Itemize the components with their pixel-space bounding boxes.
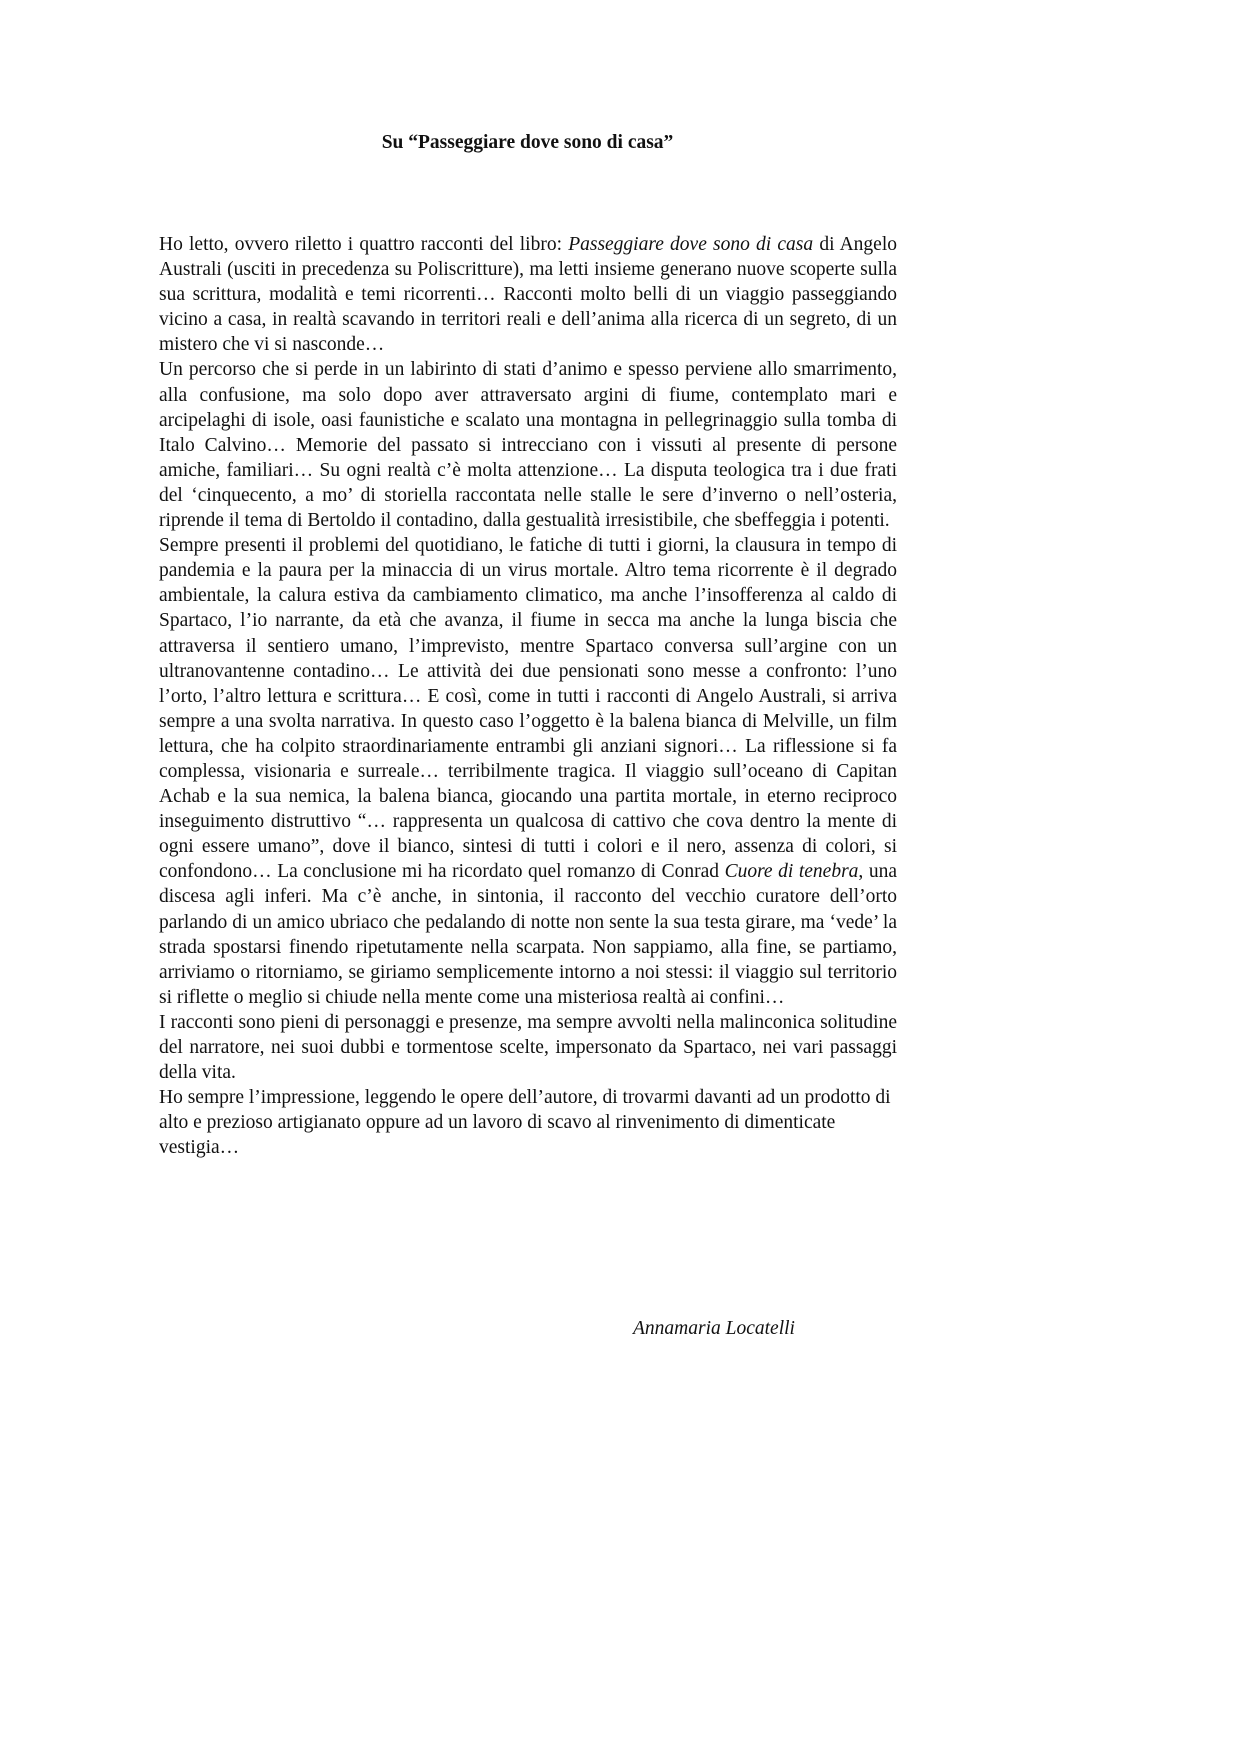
paragraph-4: I racconti sono pieni di personaggi e presenze, ma sempre avvolti nella malinconica solitudine del narratore, nei suoi dubbi e tormentose scelte, impersonato da Spartaco, nei vari passaggi della vita. xyxy=(159,1011,897,1084)
paragraph-3 xyxy=(159,533,897,1010)
paragraph-1-text-a: Ho letto, ovvero riletto i quattro racconti del libro: xyxy=(159,234,569,255)
paragraph-1-text-b: di Angelo Australi (usciti in precedenza su Poliscritture), ma letti insieme generano nuove scoperte sulla sua scrittura, modalità e temi ricorrenti… Racconti molto belli di un viaggio passeggiando vicino a casa, in realtà scavando in territori reali e dell’anima alla ricerca di un segreto, di un mistero che vi si nasconde… xyxy=(159,234,897,356)
paragraph-2: Un percorso che si perde in un labirinto di stati d’animo e spesso perviene allo smarrimento, alla confusione, ma solo dopo aver attraversato argini di fiume, contemplato mari e arcipelaghi di isole, oasi faunistiche e scalato una montagna in pellegrinaggio sulla tomba di Italo Calvino… Memorie del passato si intrecciano con i vissuti al presente di persone amiche, familiari… Su ogni realtà c’è molta attenzione… La disputa teologica tra i due frati del ‘cinquecento, a mo’ di storiella raccontata nelle stalle le sere d’inverno o nell’osteria, riprende il tema di Bertoldo il contadino, dalla gestualità irresistibile, che sbeffeggia i potenti. xyxy=(159,359,897,532)
paragraph-3-text-b: , una discesa agli inferi. Ma c’è anche, in sintonia, il racconto del vecchio curatore dell’orto parlando di un amico ubriaco che pedalando di notte non sente la sua testa girare, ma ‘vede’ la strada spostarsi finendo ripetutamente nella scarpata. Non sappiamo, alla fine, se partiamo, arriviamo o ritorniamo, se giriamo semplicemente intorno a noi stessi: il viaggio sul territorio si riflette o meglio si chiude nella mente come una misteriosa realtà ai confini… xyxy=(159,861,897,1008)
paragraph-3-text-a: Sempre presenti il problemi del quotidiano, le fatiche di tutti i giorni, la clausura in tempo di pandemia e la paura per la minaccia di un virus mortale. Altro tema ricorrente è il degrado ambientale, la calura estiva da cambiamento climatico, ma anche l’insofferenza al caldo di Spartaco, l’io narrante, da età che avanza, il fiume in secca ma anche la lunga biscia che attraversa il sentiero umano, l’imprevisto, mentre Spartaco conversa sull’argine con un ultranovantenne contadino… Le attività dei due pensionati sono messe a confronto: l’uno l’orto, l’altro lettura e scrittura… E così, come in tutti i racconti di Angelo Australi, si arriva sempre a una svolta narrativa. In questo caso l’oggetto è la balena bianca di Melville, un film lettura, che ha colpito straordinariamente entrambi gli anziani signori… La riflessione si fa complessa, visionaria e surreale… terribilmente tragica. Il viaggio sull’oceano di Capitan Achab e la sua nemica, la balena bianca, giocando una partita mortale, in eterno reciproco inseguimento distruttivo “… rappresenta un qualcosa di cattivo che cova dentro la mente di ogni essere umano”, dove il bianco, sintesi di tutti i colori e il nero, assenza di colori, si confondono… La conclusione mi ha ricordato quel romanzo di Conrad xyxy=(159,535,897,883)
book-title: Passeggiare dove sono di casa xyxy=(568,234,814,255)
document-title: Su “Passeggiare dove sono di casa” xyxy=(381,132,674,153)
document-body xyxy=(159,232,897,1160)
author-signature: Annamaria Locatelli xyxy=(633,1318,795,1339)
paragraph-5: Ho sempre l’impressione, leggendo le opere dell’autore, di trovarmi davanti ad un prodotto di alto e prezioso artigianato oppure ad un lavoro di scavo al rinvenimento di dimenticate vestigia… xyxy=(159,1087,891,1159)
conrad-novel-title: Cuore di tenebra xyxy=(724,861,859,883)
paragraph-1 xyxy=(159,232,897,357)
